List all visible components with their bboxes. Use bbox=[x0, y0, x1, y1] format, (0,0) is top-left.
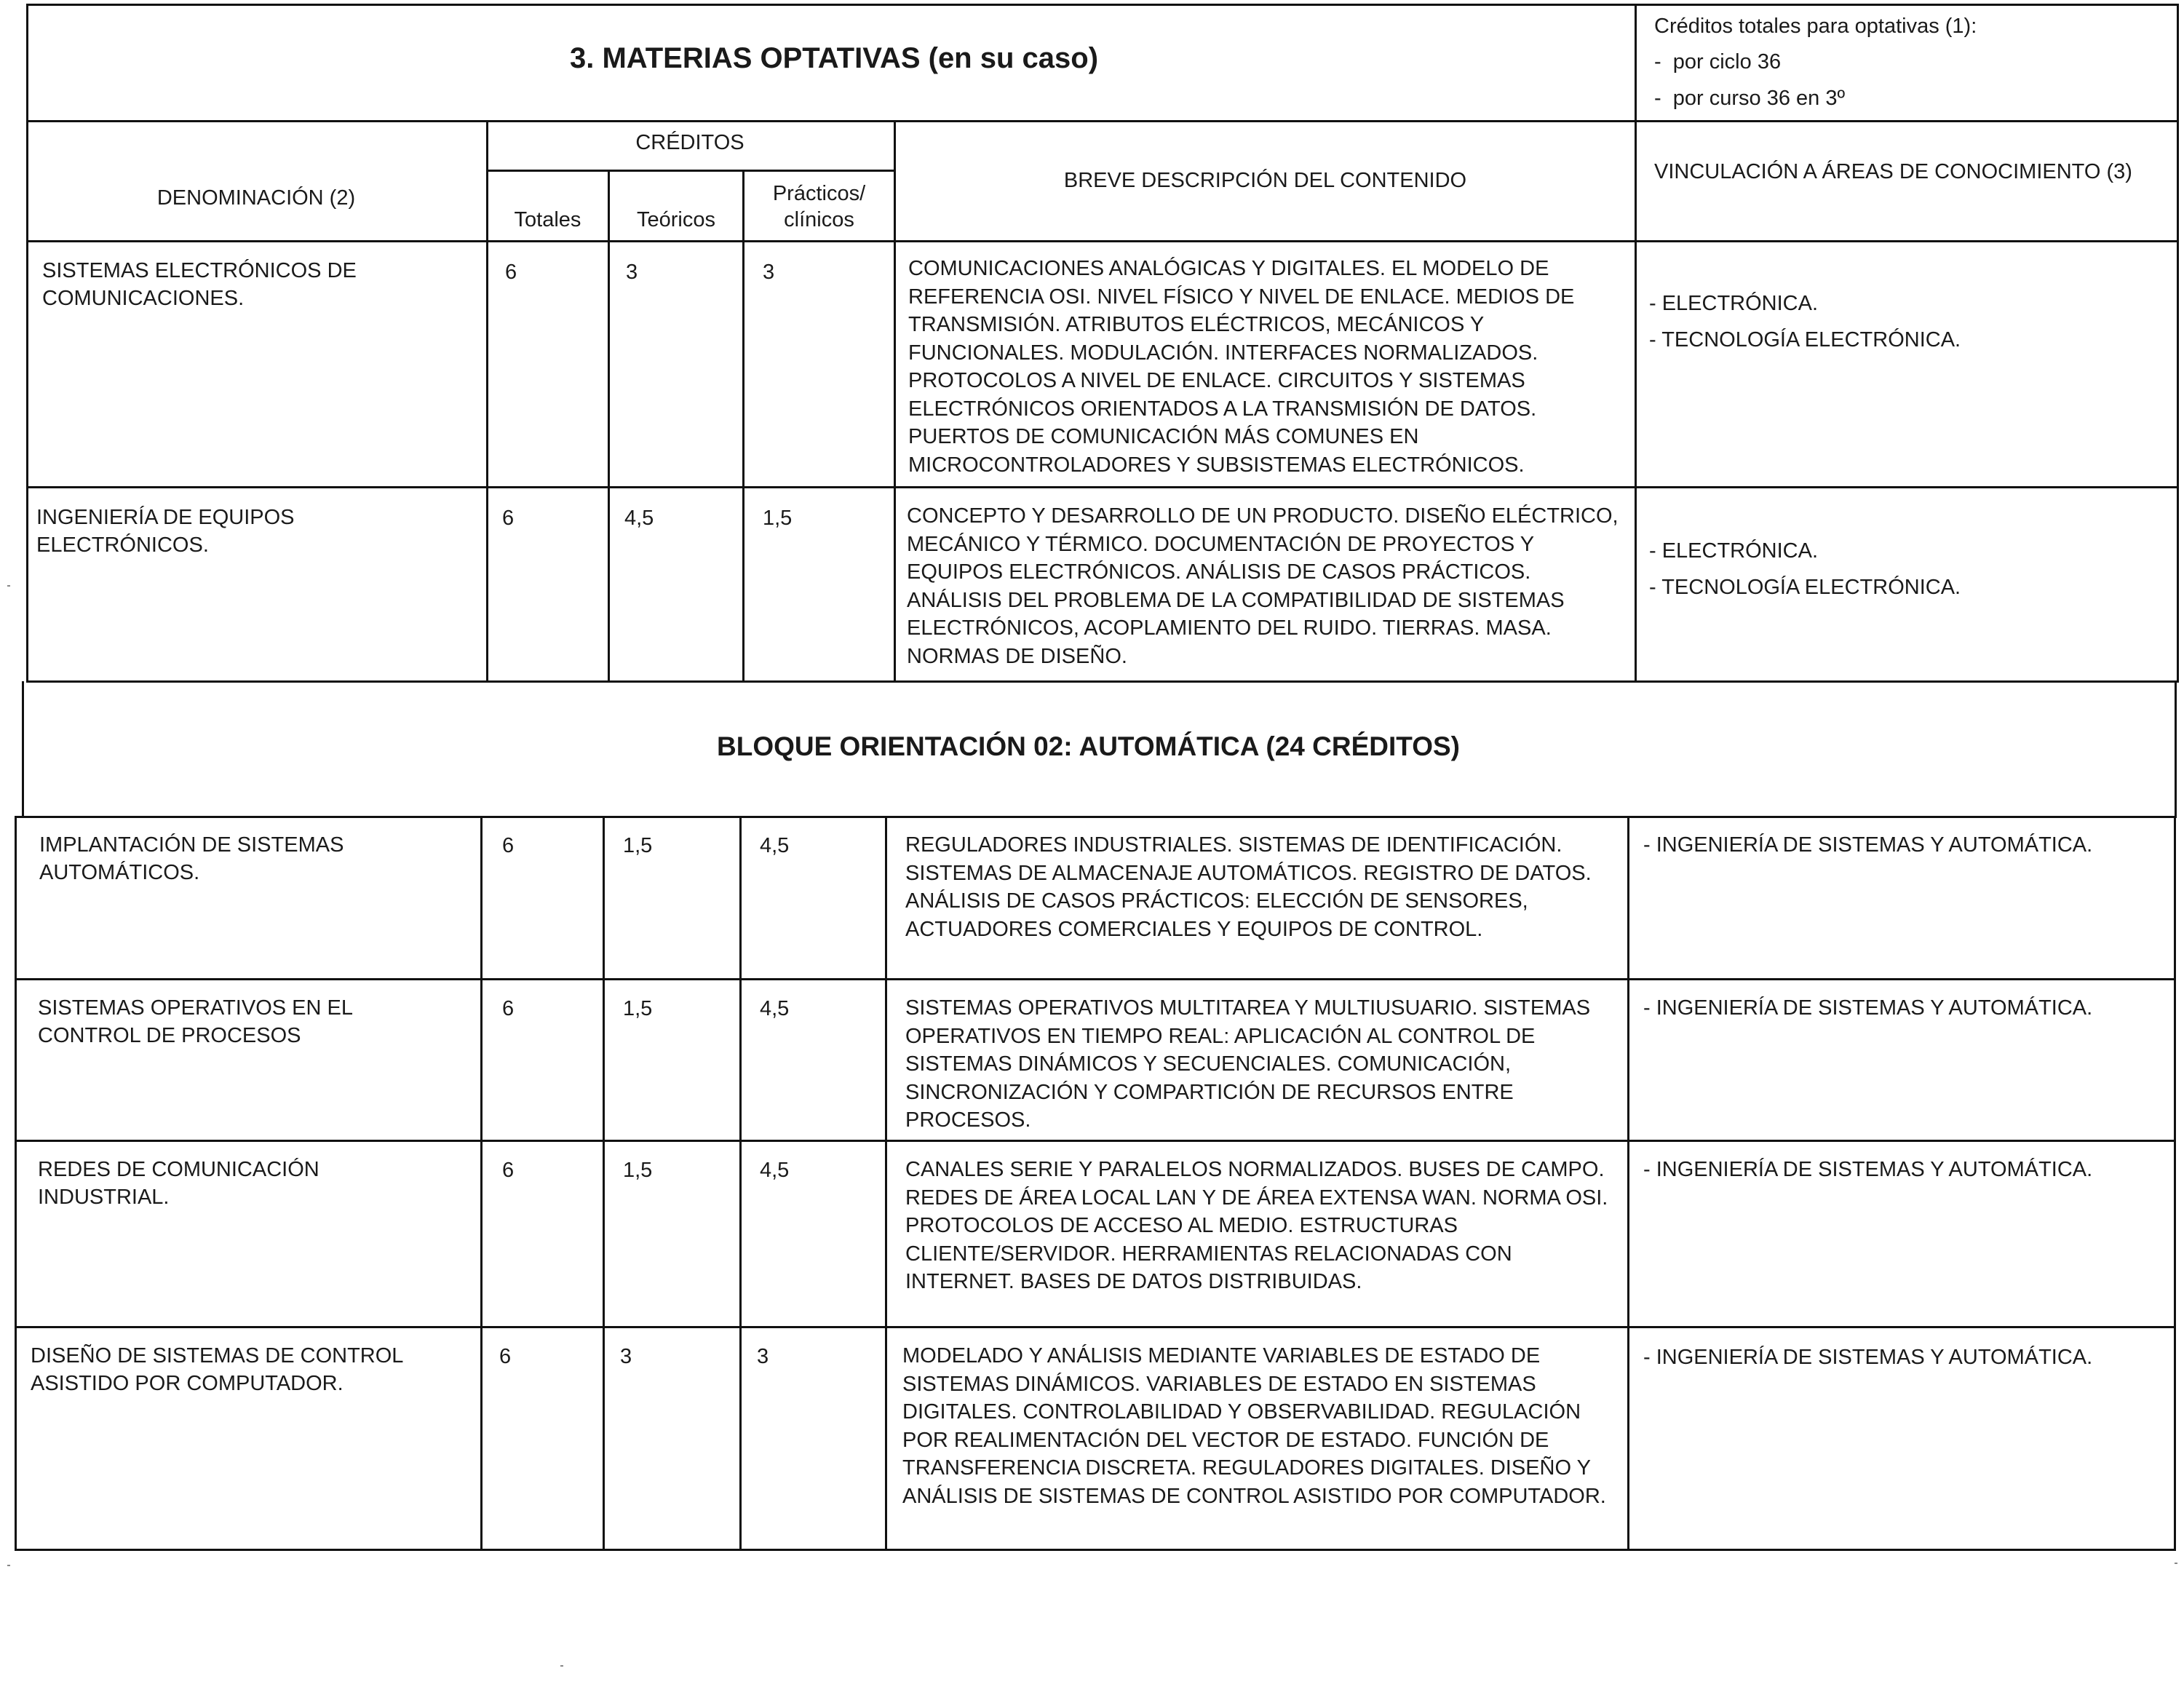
row-2-area-2: - TECNOLOGÍA ELECTRÓNICA. bbox=[1649, 576, 1961, 599]
row-1-area-1: - ELECTRÓNICA. bbox=[1649, 292, 1819, 315]
rule bbox=[608, 170, 610, 683]
row-3-totales: 6 bbox=[502, 834, 515, 857]
row-1-description: COMUNICACIONES ANALÓGICAS Y DIGITALES. EL MODELO DE REFERENCIA OSI. NIVEL FÍSICO Y NIVEL DE ENLACE. MEDIOS DE TRANSMISIÓN. ATRIBUTOS ELÉCTRICOS, MECÁNICOS Y FUNCIONALES. MODULACIÓN. INTERFACES NORMALIZADOS. PROTOCOLOS A NIVEL DE ENLACE. CIRCUITOS Y SISTEMAS ELECTRÓNICOS ORIENTADOS A LA TRANSMISIÓN DE DATOS. PUERTOS DE COMUNICACIÓN MÁS COMUNES EN MICROCONTROLADORES Y SUBSISTEMAS ELECTRÓNICOS. bbox=[908, 257, 1575, 477]
row-3-practicos: 4,5 bbox=[760, 834, 790, 857]
rule bbox=[26, 120, 2179, 122]
rule bbox=[15, 1326, 2176, 1328]
header-vinculacion: VINCULACIÓN A ÁREAS DE CONOCIMIENTO (3) bbox=[1654, 160, 2132, 183]
rule bbox=[26, 486, 2179, 488]
row-5-areas bbox=[1643, 1151, 2092, 1188]
row-6-areas bbox=[1643, 1339, 2092, 1376]
row-2-name: INGENIERÍA DE EQUIPOS ELECTRÓNICOS. bbox=[36, 506, 295, 557]
row-2-description: CONCEPTO Y DESARROLLO DE UN PRODUCTO. DISEÑO ELÉCTRICO, MECÁNICO Y TÉRMICO. DOCUMENTACIÓN DE PROYECTOS Y EQUIPOS ELECTRÓNICOS. ANÁLISIS DE CASOS PRÁCTICOS. ANÁLISIS DEL PROBLEMA DE LA COMPATIBILIDAD DE SISTEMAS ELECTRÓNICOS, ACOPLAMIENTO DEL RUIDO. TIERRAS. MASA. NORMAS DE DISEÑO. bbox=[907, 504, 1619, 668]
header-totales: Totales bbox=[514, 208, 581, 231]
row-6-description: MODELADO Y ANÁLISIS MEDIANTE VARIABLES DE ESTADO DE SISTEMAS DINÁMICOS. VARIABLES DE ESTADO EN SISTEMAS DIGITALES. CONTROLABILIDAD Y OBSERVABILIDAD. REGULACIÓN POR REALIMENTACIÓN DEL VECTOR DE ESTADO. FUNCIÓN DE TRANSFERENCIA DISCRETA. REGULADORES DIGITALES. DISEÑO Y ANÁLISIS DE SISTEMAS DE CONTROL ASISTIDO POR COMPUTADOR. bbox=[902, 1344, 1606, 1508]
row-2-totales: 6 bbox=[502, 507, 515, 530]
row-1-areas bbox=[1649, 285, 1961, 358]
header-denominacion: DENOMINACIÓN (2) bbox=[156, 186, 356, 210]
rule bbox=[486, 120, 488, 683]
row-3-name: IMPLANTACIÓN DE SISTEMAS AUTOMÁTICOS. bbox=[39, 833, 344, 884]
row-6-totales: 6 bbox=[499, 1345, 512, 1368]
row-1-teoricos: 3 bbox=[626, 261, 638, 284]
row-5-name: REDES DE COMUNICACIÓN INDUSTRIAL. bbox=[38, 1158, 319, 1209]
credits-heading: Créditos totales para optativas (1): bbox=[1654, 15, 1977, 38]
rule bbox=[486, 170, 894, 172]
rule bbox=[22, 681, 24, 818]
header-teoricos: Teóricos bbox=[637, 208, 715, 231]
row-4-teoricos: 1,5 bbox=[623, 997, 653, 1020]
block-title: BLOQUE ORIENTACIÓN 02: AUTOMÁTICA (24 CRÉDITOS) bbox=[717, 731, 1460, 761]
row-2-practicos: 1,5 bbox=[763, 507, 793, 530]
credits-per-course: - por curso 36 en 3º bbox=[1654, 87, 1846, 110]
rule bbox=[1627, 816, 1629, 1551]
row-6-practicos: 3 bbox=[757, 1345, 769, 1368]
row-6-name: DISEÑO DE SISTEMAS DE CONTROL ASISTIDO POR COMPUTADOR. bbox=[31, 1344, 403, 1395]
credits-per-cycle: - por ciclo 36 bbox=[1654, 50, 1782, 74]
rule bbox=[739, 816, 742, 1551]
rule bbox=[15, 978, 2176, 980]
row-2-area-1: - ELECTRÓNICA. bbox=[1649, 539, 1819, 563]
row-3-teoricos: 1,5 bbox=[623, 834, 653, 857]
scan-speck bbox=[7, 585, 10, 587]
rule bbox=[480, 816, 483, 1551]
row-5-totales: 6 bbox=[502, 1159, 515, 1182]
row-4-totales: 6 bbox=[502, 997, 515, 1020]
rule bbox=[26, 240, 2179, 242]
rule bbox=[15, 1140, 2176, 1142]
row-2-areas bbox=[1649, 533, 1961, 606]
row-6-teoricos: 3 bbox=[620, 1345, 632, 1368]
row-5-area-1: - INGENIERÍA DE SISTEMAS Y AUTOMÁTICA. bbox=[1643, 1158, 2093, 1181]
scan-speck bbox=[2175, 1563, 2177, 1564]
row-4-practicos: 4,5 bbox=[760, 997, 790, 1020]
row-3-description: REGULADORES INDUSTRIALES. SISTEMAS DE IDENTIFICACIÓN. SISTEMAS DE ALMACENAJE AUTOMÁTICOS. REGISTRO DE DATOS. ANÁLISIS DE CASOS PRÁCTICOS: ELECCIÓN DE SENSORES, ACTUADORES COMERCIALES Y EQUIPOS DE CONTROL. bbox=[905, 833, 1592, 941]
row-1-name: SISTEMAS ELECTRÓNICOS DE COMUNICACIONES. bbox=[42, 259, 357, 310]
row-1-area-2: - TECNOLOGÍA ELECTRÓNICA. bbox=[1649, 328, 1961, 352]
row-3-area-1: - INGENIERÍA DE SISTEMAS Y AUTOMÁTICA. bbox=[1643, 833, 2093, 857]
row-2-teoricos: 4,5 bbox=[624, 507, 654, 530]
header-descripcion: BREVE DESCRIPCIÓN DEL CONTENIDO bbox=[1063, 169, 1467, 192]
section-title: 3. MATERIAS OPTATIVAS (en su caso) bbox=[570, 42, 1099, 74]
header-practicos: Prácticos/ clínicos bbox=[772, 182, 866, 231]
row-1-practicos: 3 bbox=[763, 261, 775, 284]
row-5-teoricos: 1,5 bbox=[623, 1159, 653, 1182]
rule bbox=[742, 170, 744, 683]
rule bbox=[1635, 4, 1637, 683]
rule bbox=[885, 816, 887, 1551]
row-4-description: SISTEMAS OPERATIVOS MULTITAREA Y MULTIUSUARIO. SISTEMAS OPERATIVOS EN TIEMPO REAL: APLICACIÓN AL CONTROL DE SISTEMAS DINÁMICOS Y SECUENCIALES. COMUNICACIÓN, SINCRONIZACIÓN Y COMPARTICIÓN DE RECURSOS ENTRE PROCESOS. bbox=[905, 996, 1591, 1132]
rule bbox=[2175, 681, 2177, 818]
row-5-practicos: 4,5 bbox=[760, 1159, 790, 1182]
scan-speck bbox=[7, 1565, 10, 1566]
row-4-area-1: - INGENIERÍA DE SISTEMAS Y AUTOMÁTICA. bbox=[1643, 996, 2093, 1020]
row-4-areas bbox=[1643, 990, 2092, 1026]
row-4-name: SISTEMAS OPERATIVOS EN EL CONTROL DE PROCESOS bbox=[38, 996, 352, 1047]
rule bbox=[603, 816, 605, 1551]
row-1-totales: 6 bbox=[505, 261, 517, 284]
rule bbox=[894, 120, 896, 683]
row-6-area-1: - INGENIERÍA DE SISTEMAS Y AUTOMÁTICA. bbox=[1643, 1346, 2093, 1369]
header-creditos: CRÉDITOS bbox=[635, 131, 744, 154]
scan-speck bbox=[560, 1665, 563, 1667]
row-3-areas bbox=[1643, 827, 2092, 863]
row-5-description: CANALES SERIE Y PARALELOS NORMALIZADOS. BUSES DE CAMPO. REDES DE ÁREA LOCAL LAN Y DE ÁREA EXTENSA WAN. NORMA OSI. PROTOCOLOS DE ACCESO AL MEDIO. ESTRUCTURAS CLIENTE/SERVIDOR. HERRAMIENTAS RELACIONADAS CON INTERNET. BASES DE DATOS DISTRIBUIDAS. bbox=[905, 1158, 1608, 1293]
